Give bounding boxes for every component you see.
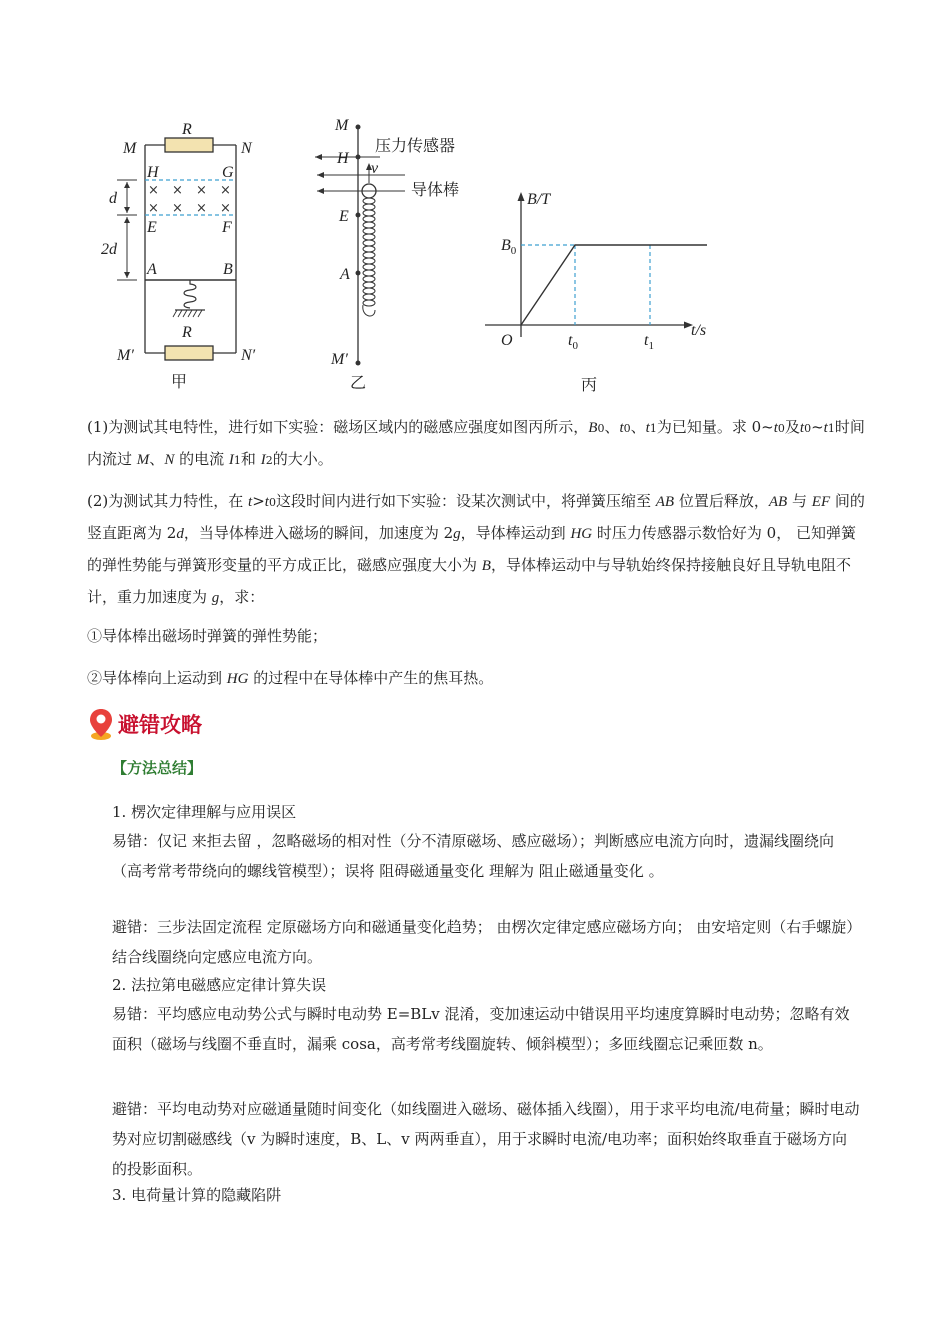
summary-fix-2: 避错：平均电动势对应磁通量随时间变化（如线圈进入磁场、磁体插入线圈），用于求平均电流/电荷量；瞬时电动势对应切割磁感线（v 为瞬时速度，B、L、v 两两垂直），用于求瞬时电流/电功率；面积始终取垂直于磁场方向的投影面积。 bbox=[112, 1100, 860, 1178]
problem-part-1: (1)为测试其电特性，进行如下实验：磁场区域内的磁感应强度如图丙所示，B0、t0、t1为已知量。求 0~t0及t0~t1时间内流过 M、N 的电流 I1和 I2的大小。 bbox=[87, 418, 865, 468]
label-M-prime: M′ bbox=[117, 347, 134, 364]
label-E: E bbox=[147, 219, 157, 236]
summary-error-1: 易错：仅记 来拒去留 ，忽略磁场的相对性（分不清原磁场、感应磁场）；判断感应电流方向时，遗漏线圈绕向（高考常考带绕向的螺线管模型）；误将 阻碍磁通量变化 理解为 阻止磁通量变化 。 bbox=[112, 832, 835, 880]
method-summary-heading: 【方法总结】 bbox=[112, 759, 203, 777]
label-t1: $t_1$ bbox=[644, 332, 654, 352]
summary-heading-1: 1. 楞次定律理解与应用误区 bbox=[112, 803, 297, 821]
label-yi-E: E bbox=[339, 208, 349, 225]
label-R-bottom: R bbox=[182, 324, 192, 341]
label-G: G bbox=[222, 164, 234, 181]
caption-bing: 丙 bbox=[581, 375, 598, 394]
summary-heading-3: 3. 电荷量计算的隐藏陷阱 bbox=[112, 1186, 282, 1204]
label-yi-M-prime: M′ bbox=[331, 351, 348, 368]
label-d: d bbox=[109, 190, 117, 207]
section-title-text: 避错攻略 bbox=[118, 713, 202, 737]
label-R-top: R bbox=[182, 121, 192, 138]
label-yi-H: H bbox=[337, 150, 349, 167]
label-F: F bbox=[222, 219, 232, 236]
label-N: N bbox=[241, 140, 252, 157]
summary-heading-2: 2. 法拉第电磁感应定律计算失误 bbox=[112, 976, 327, 994]
label-origin: O bbox=[501, 332, 513, 349]
problem-part-2: (2)为测试其力特性，在 t>t0这段时间内进行如下实验：设某次测试中，将弹簧压缩至 AB 位置后释放，AB 与 EF 间的竖直距离为 2d，当导体棒进入磁场的瞬间，加速度为 2g，导体棒运动到 HG 时压力传感器示数恰好为 0， 已知弹簧的弹性势能与弹簧形变量的平方成正比，磁感应强度大小为 B，导体棒运动中与导轨始终保持接触良好且导轨电阻不计，重力加速度为 g，求： bbox=[87, 492, 865, 606]
label-N-prime: N′ bbox=[241, 347, 256, 364]
magnetic-field-crosses bbox=[148, 183, 231, 216]
svg-text:×: × bbox=[148, 201, 159, 216]
label-2d: 2d bbox=[101, 241, 117, 258]
resistor-bottom bbox=[165, 346, 213, 360]
summary-fix-1: 避错：三步法固定流程 定原磁场方向和磁通量变化趋势； 由楞次定律定感应磁场方向； 由安培定则（右手螺旋）结合线圈绕向定感应电流方向。 bbox=[112, 918, 862, 966]
label-t0: $t_0$ bbox=[568, 332, 578, 352]
conductor-rod-label: 导体棒 bbox=[411, 180, 460, 199]
label-M: M bbox=[123, 140, 137, 157]
physics-figures bbox=[95, 105, 735, 400]
label-A: A bbox=[147, 261, 157, 278]
label-B0: $B_0$ bbox=[501, 237, 517, 257]
svg-text:×: × bbox=[196, 201, 207, 216]
spring-yi bbox=[363, 198, 375, 316]
svg-text:×: × bbox=[220, 183, 231, 198]
sub-question-1: ①导体棒出磁场时弹簧的弹性势能； bbox=[87, 627, 328, 645]
svg-text:×: × bbox=[196, 183, 207, 198]
summary-error-2: 易错：平均感应电动势公式与瞬时电动势 E=BLv 混淆，变加速运动中错误用平均速度算瞬时电动势；忽略有效面积（磁场与线圈不垂直时，漏乘 cosa，高考常考线圈旋转、倾斜模型）；多匝线圈忘记乘匝数 n。 bbox=[112, 1005, 850, 1053]
label-H: H bbox=[147, 164, 159, 181]
label-yi-v: v bbox=[371, 160, 379, 177]
caption-yi: 乙 bbox=[350, 373, 367, 392]
svg-text:×: × bbox=[172, 201, 183, 216]
section-title bbox=[88, 707, 202, 741]
location-pin-icon bbox=[88, 707, 114, 741]
figure-jia bbox=[101, 121, 256, 391]
figure-bing bbox=[485, 191, 707, 394]
sub-question-2: ②导体棒向上运动到 HG 的过程中在导体棒中产生的焦耳热。 bbox=[87, 669, 494, 687]
label-y-axis: B/T bbox=[527, 191, 551, 208]
label-yi-A: A bbox=[340, 266, 350, 283]
figure-yi bbox=[315, 117, 459, 392]
spring-jia bbox=[184, 280, 196, 308]
resistor-top bbox=[165, 138, 213, 152]
b-t-curve bbox=[521, 245, 707, 325]
svg-text:×: × bbox=[220, 201, 231, 216]
label-B: B bbox=[223, 261, 233, 278]
label-x-axis: t/s bbox=[691, 322, 707, 339]
svg-text:×: × bbox=[172, 183, 183, 198]
svg-text:×: × bbox=[148, 183, 159, 198]
caption-jia: 甲 bbox=[171, 372, 188, 391]
label-yi-M: M bbox=[335, 117, 349, 134]
pressure-sensor-label: 压力传感器 bbox=[375, 136, 456, 155]
